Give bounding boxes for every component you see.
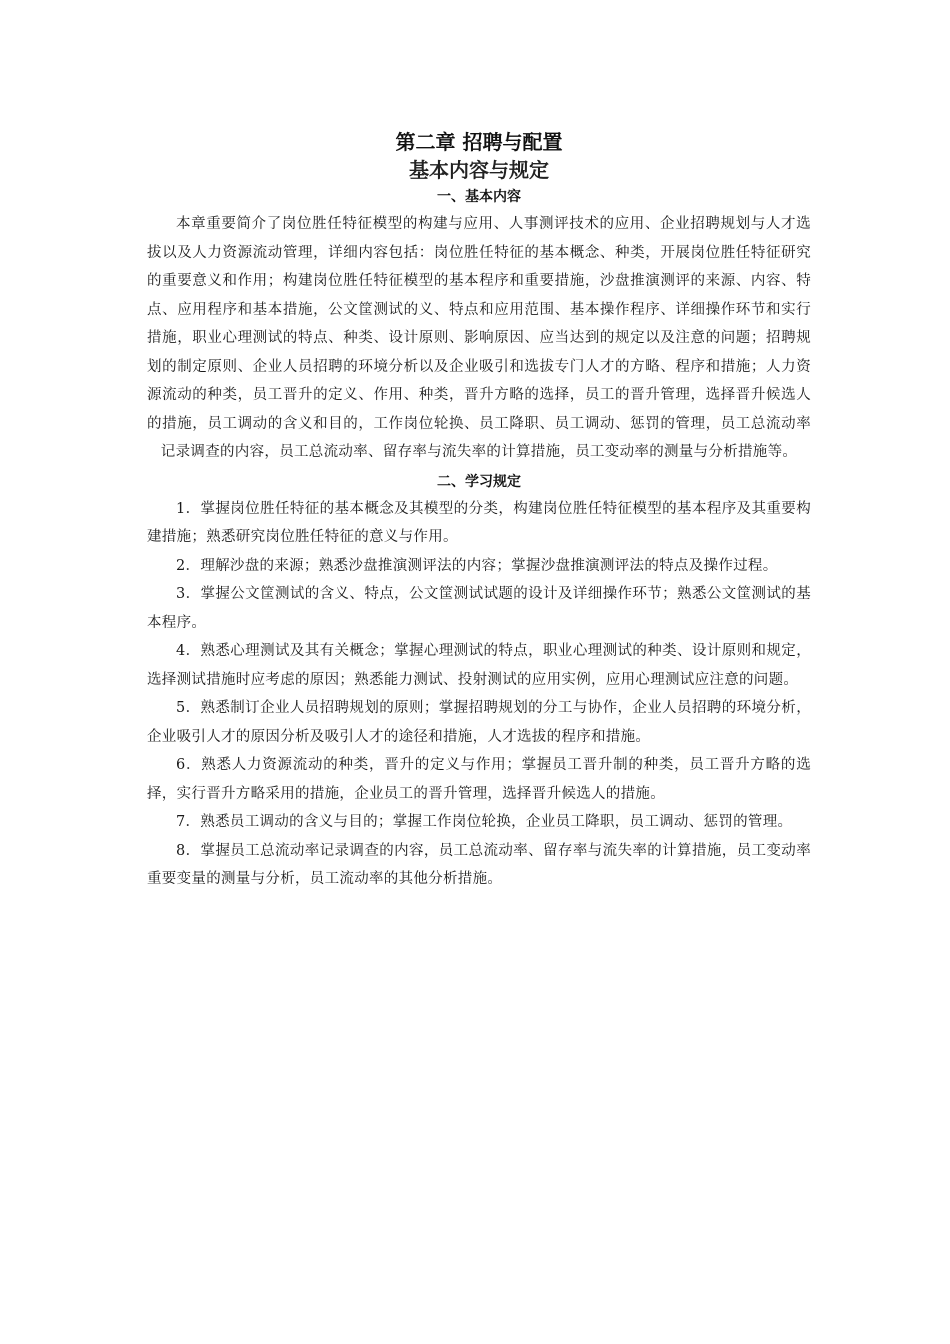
section-heading-learning-requirements: 二、学习规定 (437, 473, 521, 490)
requirement-item-8: 8．掌握员工总流动率记录调查的内容，员工总流动率、留存率与流失率的计算措施，员工变动率重要变量的测量与分析，员工流动率的其他分析措施。 (147, 842, 811, 887)
section-learning-requirements (147, 469, 811, 894)
requirements-list (147, 495, 811, 894)
document-content (147, 128, 811, 894)
requirement-item-3: 3．掌握公文筐测试的含义、特点，公文筐测试试题的设计及详细操作环节；熟悉公文筐测试的基本程序。 (147, 586, 811, 631)
chapter-title: 第二章 招聘与配置 (395, 130, 563, 154)
requirement-item-6: 6．熟悉人力资源流动的种类，晋升的定义与作用；掌握员工晋升制的种类，员工晋升方略的选择，实行晋升方略采用的措施，企业员工的晋升管理，选择晋升候选人的措施。 (147, 757, 811, 802)
requirement-item-1: 1．掌握岗位胜任特征的基本概念及其模型的分类，构建岗位胜任特征模型的基本程序及其重要构建措施；熟悉研究岗位胜任特征的意义与作用。 (147, 500, 811, 545)
requirement-item-4: 4．熟悉心理测试及其有关概念；掌握心理测试的特点，职业心理测试的种类、设计原则和规定，选择测试措施时应考虑的原因；熟悉能力测试、投射测试的应用实例，应用心理测试应注意的问题。 (147, 643, 811, 688)
section-heading-basic-content: 一、基本内容 (437, 189, 521, 205)
requirement-item-2: 2．理解沙盘的来源；熟悉沙盘推演测评法的内容；掌握沙盘推演测评法的特点及操作过程。 (176, 557, 778, 574)
requirement-item-5: 5．熟悉制订企业人员招聘规划的原则；掌握招聘规划的分工与协作，企业人员招聘的环境分析，企业吸引人才的原因分析及吸引人才的途径和措施，人才选拔的程序和措施。 (147, 700, 811, 745)
section-basic-content (147, 184, 811, 467)
requirement-item-7: 7．熟悉员工调动的含义与目的；掌握工作岗位轮换，企业员工降职，员工调动、惩罚的管理。 (176, 814, 793, 830)
basic-content-paragraph: 本章重要简介了岗位胜任特征模型的构建与应用、人事测评技术的应用、企业招聘规划与人才选拔以及人力资源流动管理，详细内容包括：岗位胜任特征的基本概念、种类，开展岗位胜任特征研究的重要意义和作用；构建岗位胜任特征模型的基本程序和重要措施，沙盘推演测评的来源、内容、特点、应用程序和基本措施，公文筐测试的义、特点和应用范围、基本操作程序、详细操作环节和实行措施，职业心理测试的特点、种类、设计原则、影响原因、应当达到的规定以及注意的问题；招聘规划的制定原则、企业人员招聘的环境分析以及企业吸引和选拔专门人才的方略、程序和措施；人力资源流动的种类，员工晋升的定义、作用、种类，晋升方略的选择，员工的晋升管理，选择晋升候选人的措施，员工调动的含义和目的，工作岗位轮换、员工降职、员工调动、惩罚的管理，员工总流动率记录调查的内容，员工总流动率、留存率与流失率的计算措施，员工变动率的测量与分析措施等。 (147, 216, 811, 460)
document-subtitle: 基本内容与规定 (409, 158, 549, 182)
